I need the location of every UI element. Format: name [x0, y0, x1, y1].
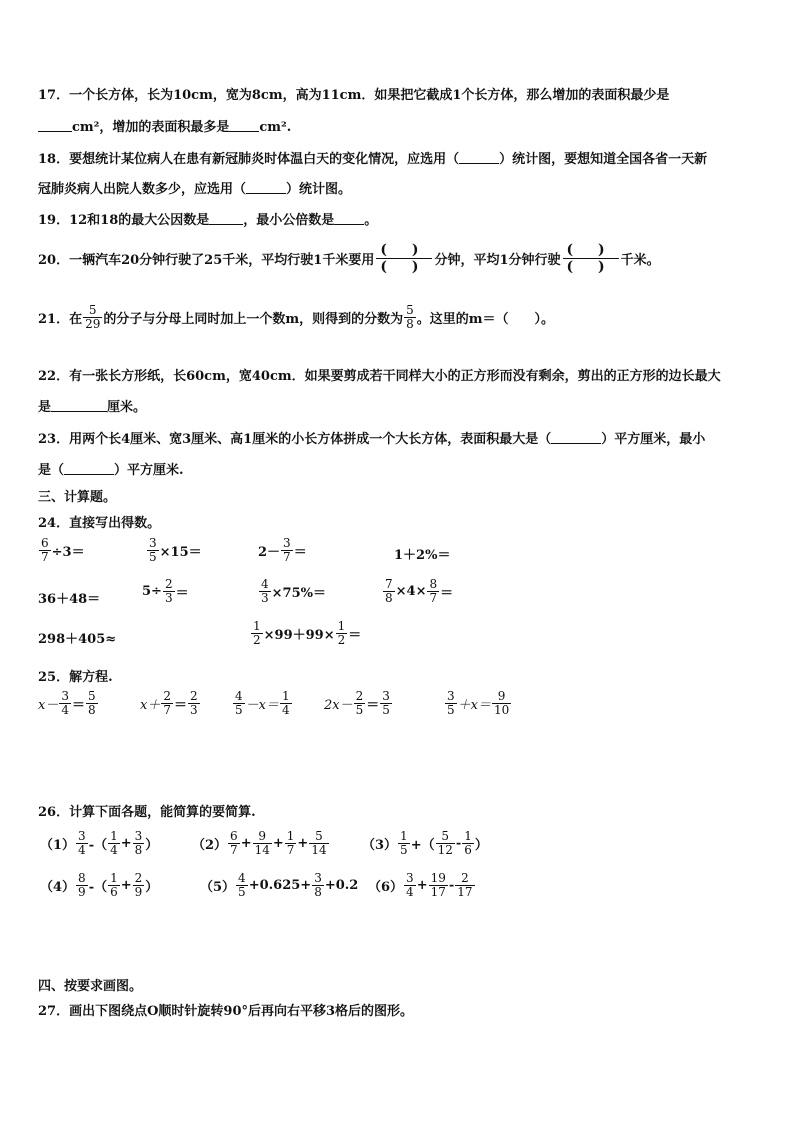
q24-title: 24．直接写出得数。	[38, 516, 161, 531]
answer-blank[interactable]	[246, 181, 286, 194]
q24-item: 2－ $\frac{3}{7}$ ＝	[258, 536, 307, 564]
q20-text: 分钟，平均1分钟行驶	[434, 253, 561, 268]
q20-text: 20．一辆汽车20分钟行驶了25千米，平均行驶1千米要用	[38, 253, 375, 268]
q25-title: 25．解方程.	[38, 670, 113, 685]
q21-text: 21．在	[38, 312, 83, 327]
q22-line2	[38, 396, 146, 415]
q26-problem: （1） $\frac{3}{4}$ -（ $\frac{1}{4}$ + $\frac{3}{8}$ ）	[40, 829, 159, 857]
q19-text: 。	[364, 213, 378, 228]
answer-fraction[interactable]: ( ) ( )	[563, 242, 619, 275]
q21	[38, 304, 554, 331]
q19-text: ，最小公倍数是	[243, 213, 335, 228]
equation: $\frac{4}{5}$ －x＝ $\frac{1}{4}$	[235, 689, 290, 717]
answer-blank[interactable]	[459, 151, 499, 164]
q26-title: 26．计算下面各题，能简算的要简算.	[38, 805, 256, 820]
q19	[38, 209, 377, 228]
answer-blank[interactable]	[51, 399, 107, 412]
q24-item: 298＋405≈	[38, 632, 117, 647]
q24-item: $\frac{4}{3}$ ×75%＝	[261, 577, 326, 605]
fraction: $\frac{5}{29}$	[85, 303, 101, 331]
q27: 27．画出下图绕点O顺时针旋转90°后再向右平移3格后的图形。	[38, 1004, 414, 1019]
q19-text: 19．12和18的最大公因数是	[38, 213, 210, 228]
equation: x－ $\frac{3}{4}$ ＝ $\frac{5}{8}$	[38, 689, 96, 717]
q17-text: cm²，增加的表面积最多是	[72, 120, 230, 135]
q24-item: $\frac{1}{2}$ ×99＋99× $\frac{1}{2}$ ＝	[253, 619, 362, 647]
q20	[38, 242, 660, 275]
q18-text: ）统计图，要想知道全国各省一天新	[499, 152, 708, 167]
fraction: $\frac{5}{8}$	[406, 303, 414, 331]
answer-blank[interactable]	[38, 119, 72, 132]
answer-blank[interactable]	[551, 431, 601, 444]
q26-problem: （6） $\frac{3}{4}$ + $\frac{19}{17}$ - $\frac{2}{17}$	[368, 871, 473, 899]
q24-item: $\frac{3}{5}$ ×15＝	[149, 536, 202, 564]
section-heading-4: 四、按要求画图。	[38, 979, 143, 994]
answer-blank[interactable]	[209, 212, 243, 225]
q23-text: ）平方厘米，最小	[601, 432, 706, 447]
q22-text: 是	[38, 400, 52, 415]
q26-problem: （3） $\frac{1}{5}$ +（ $\frac{5}{12}$ - $\frac{1}{6}$ ）	[362, 829, 488, 857]
q24-item: $\frac{7}{8}$ ×4× $\frac{8}{7}$ ＝	[385, 577, 454, 605]
q23-line1	[38, 428, 705, 447]
answer-blank[interactable]	[64, 462, 114, 475]
equation: $\frac{3}{5}$ ＋x＝ $\frac{9}{10}$	[447, 689, 510, 717]
q23-text: ）平方厘米.	[114, 463, 184, 478]
answer-blank[interactable]	[334, 212, 364, 225]
q24-item: 1＋2%＝	[394, 548, 451, 563]
q24-item: 5÷ $\frac{2}{3}$ ＝	[142, 577, 189, 605]
q24-item: $\frac{6}{7}$ ÷3＝	[41, 536, 85, 564]
q22-line1: 22．有一张长方形纸，长60cm，宽40cm．如果要剪成若干同样大小的正方形而没有剩余，剪出的正方形的边长最大	[38, 369, 721, 384]
answer-fraction[interactable]: ( ) ( )	[376, 242, 432, 275]
q18-text: 冠肺炎病人出院人数多少，应选用（	[38, 182, 247, 197]
q23-text: 是（	[38, 463, 65, 478]
q23-text: 23．用两个长4厘米、宽3厘米、高1厘米的小长方体拼成一个大长方体，表面积最大是（	[38, 432, 552, 447]
section-heading-3: 三、计算题。	[38, 490, 117, 505]
answer-blank[interactable]	[229, 119, 259, 132]
q22-text: 厘米。	[107, 400, 147, 415]
q21-text: 。这里的m＝（ ）。	[416, 312, 555, 327]
equation: 2x－ $\frac{2}{5}$ ＝ $\frac{3}{5}$	[324, 689, 390, 717]
q17-line1: 17．一个长方体，长为10cm，宽为8cm，高为11cm．如果把它截成1个长方体，那么增加的表面积最少是	[38, 88, 670, 103]
q18-line2	[38, 178, 351, 197]
q24-item: 36＋48＝	[38, 592, 101, 607]
q21-text: 的分子与分母上同时加上一个数m，则得到的分数为	[103, 312, 404, 327]
equation: x＋ $\frac{2}{7}$ ＝ $\frac{2}{3}$	[140, 689, 198, 717]
q26-problem: （5） $\frac{4}{5}$ +0.625+ $\frac{3}{8}$ +0.2	[200, 871, 359, 899]
q23-line2	[38, 459, 184, 478]
q18-text: ）统计图。	[286, 182, 352, 197]
q18-text: 18．要想统计某位病人在患有新冠肺炎时体温白天的变化情况，应选用（	[38, 152, 460, 167]
q26-problem: （2） $\frac{6}{7}$ + $\frac{9}{14}$ + $\frac{1}{7}$ + $\frac{5}{14}$	[192, 829, 327, 857]
q20-text: 千米。	[620, 253, 660, 268]
q18-line1	[38, 148, 707, 167]
q26-problem: （4） $\frac{8}{9}$ -（ $\frac{1}{6}$ + $\frac{2}{9}$ ）	[40, 871, 159, 899]
q17-text: cm².	[259, 120, 292, 135]
q17-line2	[38, 116, 291, 135]
